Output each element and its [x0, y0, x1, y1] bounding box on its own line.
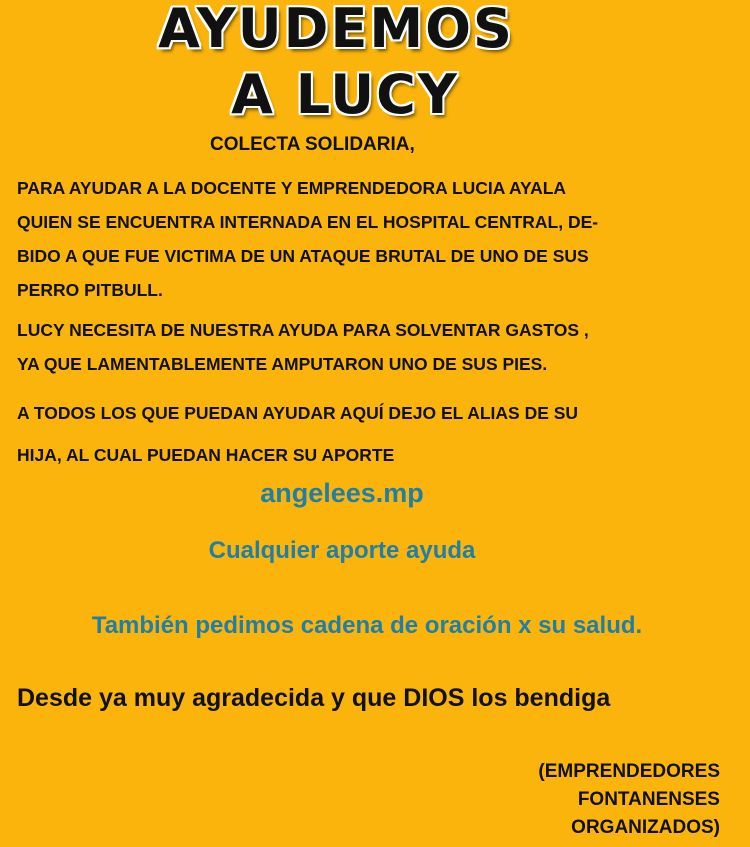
title-line-1: AYUDEMOS — [158, 0, 514, 60]
paragraph-1-line: PERRO PITBULL. — [17, 280, 163, 300]
paragraph-2-line: YA QUE LAMENTABLEMENTE AMPUTARON UNO DE SUS PIES. — [17, 354, 548, 374]
paragraph-1-line: QUIEN SE ENCUENTRA INTERNADA EN EL HOSPITAL CENTRAL, DE- — [17, 212, 599, 232]
payment-alias: angelees.mp — [260, 478, 424, 508]
signature-line: (EMPRENDEDORES — [538, 761, 720, 782]
paragraph-3-line: A TODOS LOS QUE PUEDAN AYUDAR AQUÍ DEJO EL ALIAS DE SU — [17, 403, 579, 423]
signature-line: FONTANENSES — [577, 789, 720, 810]
paragraph-3-line: HIJA, AL CUAL PUEDAN HACER SU APORTE — [17, 445, 395, 465]
paragraph-1 — [17, 171, 598, 307]
paragraph-2-line: LUCY NECESITA DE NUESTRA AYUDA PARA SOLVENTAR GASTOS , — [17, 320, 589, 340]
prayer-request-text: También pedimos cadena de oración x su salud. — [91, 612, 643, 639]
subtitle: COLECTA SOLIDARIA, — [210, 134, 415, 155]
thanks-text: Desde ya muy agradecida y que DIOS los bendiga — [17, 684, 611, 712]
title-line-2: A LUCY — [231, 63, 459, 126]
signature — [538, 758, 720, 842]
signature-line: ORGANIZADOS) — [571, 817, 720, 838]
paragraph-2 — [17, 313, 589, 381]
any-help-text: Cualquier aporte ayuda — [208, 537, 476, 564]
paragraph-1-line: BIDO A QUE FUE VICTIMA DE UN ATAQUE BRUTAL DE UNO DE SUS — [17, 246, 589, 266]
paragraph-1-line: PARA AYUDAR A LA DOCENTE Y EMPRENDEDORA LUCIA AYALA — [17, 178, 567, 198]
paragraph-3 — [17, 392, 578, 476]
